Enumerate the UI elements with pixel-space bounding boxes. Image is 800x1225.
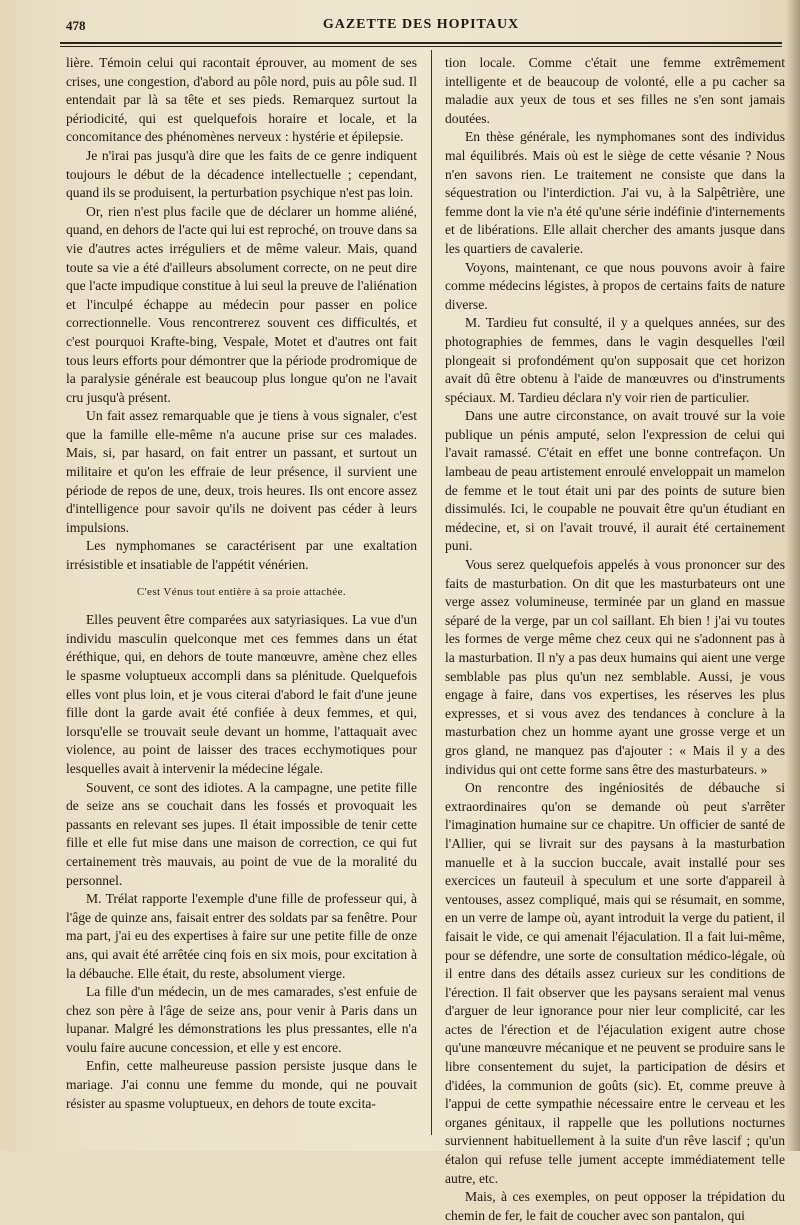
column-divider (431, 50, 432, 1135)
paragraph: M. Tardieu fut consulté, il y a quelques années, sur des photographies de femmes, dans le vagin desquelles l'œil plongeait si profondément qu'on supposait que cet horizon avait dû être obtenu à l'aide de manœuvres ou d'instruments spéciaux. M. Tardieu déclara n'y voir rien de particulier. (445, 315, 785, 405)
page-number: 478 (66, 18, 86, 33)
verse-quotation: C'est Vénus tout entière à sa proie attachée. (136, 585, 347, 598)
running-head-title: GAZETTE DES HOPITAUX (322, 17, 520, 32)
paragraph: M. Trélat rapporte l'exemple d'une fille de professeur qui, à l'âge de quinze ans, faisait entrer des soldats par sa fenêtre. Pour ma part, j'ai eu des expertises à faire sur une petite fille de onze ans, qui avait été arrêtée cinq fois en six mois, pour excitation à la débauche. Elle était, du reste, absolument vierge. (66, 891, 417, 981)
paragraph: Enfin, cette malheureuse passion persiste jusque dans le mariage. J'ai connu une femme du monde, qui ne pouvait résister au spasme voluptueux, en dehors de toute excita- (66, 1058, 417, 1111)
paragraph: La fille d'un médecin, un de mes camarades, s'est enfuie de chez son père à l'âge de seize ans, pour venir à Paris dans un lupanar. Malgré les démonstrations les plus pressantes, elle n'a voulu faire aucune concession, et elle y est encore. (66, 984, 417, 1055)
header-rule-thick (60, 42, 782, 44)
paragraph: tion locale. Comme c'était une femme extrêmement intelligente et de beaucoup de volonté, elle a pu cacher sa maladie aux yeux de tous et ses filles ne s'en sont jamais doutées. (445, 55, 785, 126)
paragraph: Voyons, maintenant, ce que nous pouvons avoir à faire comme médecins légistes, à propos de certains faits de nature diverse. (445, 259, 785, 312)
paragraph: Un fait assez remarquable que je tiens à vous signaler, c'est que la famille elle-même n'a aucune prise sur ces malades. Mais, si, par hasard, on fait entrer un passant, et surtout un militaire et qu'on les effraie de leur présence, il survient une période de repos de une, deux, trois heures. Ils ont encore assez d'intelligence pour savoir qu'ils ne doivent pas céder à leurs impulsions. (66, 408, 417, 535)
paragraph: Vous serez quelquefois appelés à vous prononcer sur des faits de masturbation. On dit que les masturbateurs ont une verge assez volumineuse, terminée par un gland en massue séparé de la verge, par un col saillant. Eh bien ! j'ai vu toutes les formes de verge même chez ceux qui ne s'adonnent pas à la masturbation. Il n'y a pas deux humains qui aient une verge semblable pas plus qu'un nez semblable. Aussi, je vous engage à faire, dans vos expertises, les réserves les plus expresses, et si vous avez des tendances à conclure à la masturbation chez un homme ayant une grosse verge et un gros gland, ne manquez pas d'ajouter : « Mais il y a des individus qui ont cette forme sans être des masturbateurs. » (445, 557, 785, 777)
paragraph: Mais, à ces exemples, on peut opposer la trépidation du chemin de fer, le fait de coucher avec son pantalon, qui (445, 1189, 785, 1223)
paragraph: Je n'irai pas jusqu'à dire que les faits de ce genre indiquent toujours le début de la décadence intellectuelle ; cependant, quand ils se produisent, la perturbation psychique n'est pas loin. (66, 147, 417, 201)
paragraph: En thèse générale, les nymphomanes sont des individus mal équilibrés. Mais où est le siège de cette vésanie ? Nous n'en savons rien. Le traitement ne consiste que dans la séquestration ou l'interdiction. J'ai vu, à la Salpêtrière, une femme dont la vie n'a été qu'une série indéfinie d'internements et de libérations. Elle allait chercher des amants jusque dans les quartiers de cavalerie. (445, 129, 785, 256)
page-header (60, 10, 782, 40)
paragraph: On rencontre des ingéniosités de débauche si extraordinaires qu'on se demande où peut s'arrêter l'imagination humaine sur ce chapitre. Un officier de santé de l'Allier, qui se livrait sur des paysans à la masturbation manuelle et à la succion buccale, avait installé pour ses exercices un fauteuil à speculum et une sorte d'appareil à ventouses, assez compliqué, mais qui se résumait, en somme, en un verre de lampe où, ayant introduit la verge du patient, il faisait le vide, ce qui amenait l'éjaculation. Il a fait lui-même, pour se défendre, une sorte de consultation médico-légale, où il entre dans des détails assez curieux sur les conditions de l'érection. Il fait observer que les paysans seraient mal venus d'arguer de leur ignorance pour nier leur complicité, car les actes de l'érection et de l'éjaculation exigent autre chose qu'une manœuvre mécanique et ne peuvent se produire sans le libre consentement du sujet, la participation de désirs et d'idées, la communion de goûts (sic). Et, comme preuve à l'appui de cette sympathie nécessaire entre le cerveau et les organes génitaux, il rappelle que les pollutions nocturnes surviennent habituellement à la suite d'un rêve lascif ; qu'un étalon qui refuse telle jument accepte immédiatement telle autre, etc. (445, 780, 785, 1186)
paragraph: Les nymphomanes se caractérisent par une exaltation irrésistible et insatiable de l'appétit vénérien. (66, 538, 417, 573)
paragraph: Dans une autre circonstance, on avait trouvé sur la voie publique un pénis amputé, selon l'expression de celui qui l'avait ramassé. C'était en effet une bonne contrefaçon. Un lambeau de peau artistement enroulé enveloppait un mamelon de femme et le tout était uni par des points de suture bien dissimulés. Ici, le coupable ne pouvait être qu'un étudiant en médecine, et, si on l'avait trouvé, il aurait été certainement puni. (445, 408, 785, 554)
paragraph: Or, rien n'est plus facile que de déclarer un homme aliéné, quand, en dehors de l'acte qui lui est reproché, on trouve dans sa vie d'autres actes irréguliers et de même valeur. Mais, quand toute sa vie a été d'ailleurs absolument correcte, on ne peut dire que l'acte impudique constitue à lui seul la preuve de l'aliénation et l'inculpé échappe au médecin pour passer en police correctionnelle. Vous rencontrerez souvent ces difficultés, et c'est pourquoi Krafte-bing, Vespale, Motet et d'autres ont fait tous leurs efforts pour démontrer que la période prodromique de la paralysie générale est beaucoup plus longue qu'on ne l'avait cru jusqu'à présent. (66, 203, 417, 405)
paragraph: Souvent, ce sont des idiotes. A la campagne, une petite fille de seize ans se couchait dans les fossés et provoquait les passants en relevant ses jupes. Il était impossible de tenir cette fille et elle fut mise dans une maison de correction, ce qui fut certainement très mauvais, au point de vue de la moralité du personnel. (66, 779, 417, 888)
paragraph: lière. Témoin celui qui racontait éprouver, au moment de ses crises, une congestion, d'abord au pôle nord, puis au pôle sud. Il entendait par là sa tête et ses pieds. Remarquez surtout la périodicité, qui est quelquefois horaire et locale, et la concomitance des phénomènes nerveux : hystérie et épilepsie. (66, 55, 417, 145)
header-rule-thin (60, 46, 782, 47)
left-column (66, 54, 417, 1113)
paragraph: Elles peuvent être comparées aux satyriasiques. La vue d'un individu masculin quelconque met ces femmes dans un état éréthique, qui, en dehors de toute manœuvre, amène chez elles le spasme voluptueux accompli dans sa plénitude. Quelquefois elles vont plus loin, et je vous citerai d'abord le fait d'une jeune fille dont la garde avait été confiée à deux femmes, et qui, lorsqu'elle se trouvait seule devant un homme, l'attaquait avec violence, au point de laisser des traces ecchymotiques pour lesquelles avait à intervenir la médecine légale. (66, 612, 417, 776)
right-column (445, 54, 785, 1225)
page-edge-shadow (786, 0, 800, 1151)
